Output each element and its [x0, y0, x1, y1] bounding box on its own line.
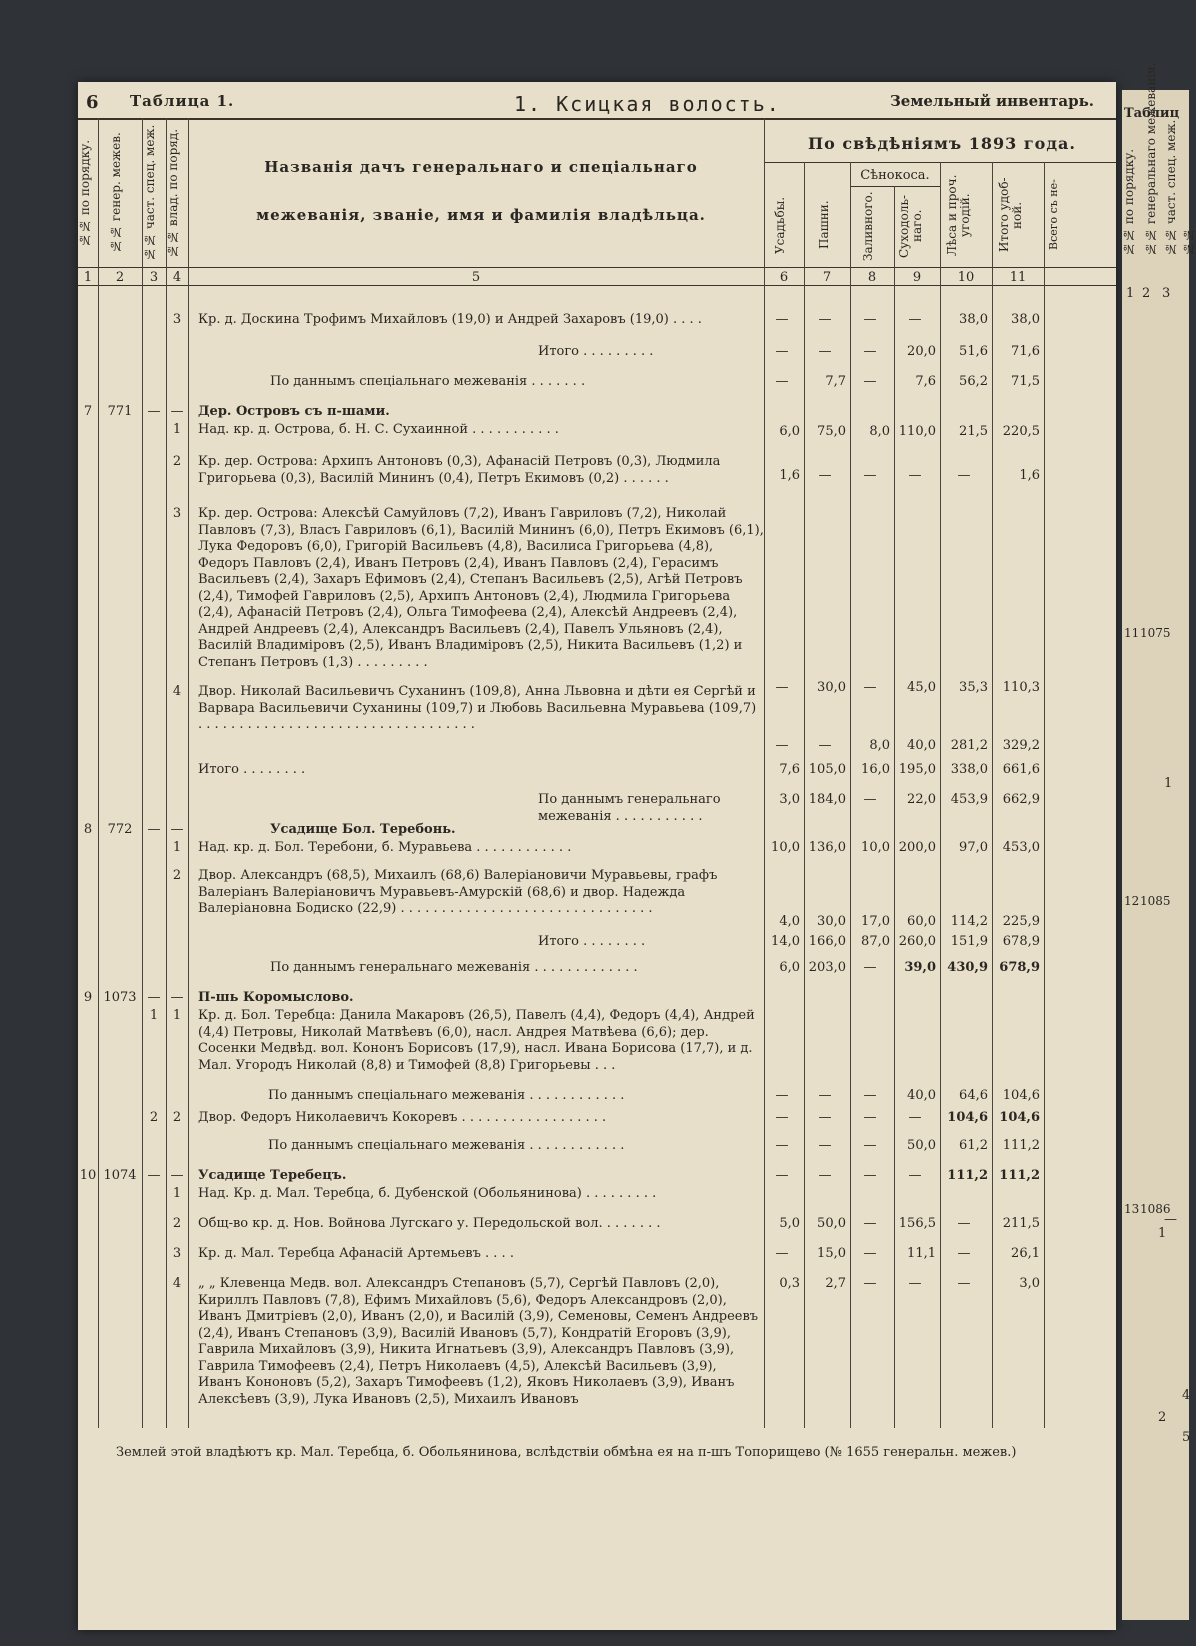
col-number: 7	[822, 270, 832, 285]
area-value: 75,0	[817, 424, 846, 439]
col-owner-number-header: №№ влад. по поряд.	[166, 128, 180, 258]
area-value: 22,0	[907, 792, 936, 807]
row-c4-cell: 3	[172, 506, 182, 521]
col-divider	[98, 118, 99, 1428]
estate-heading: П-шь Коромыслово.	[198, 990, 354, 1005]
owner-entry: Кр. дер. Острова: Архипъ Антоновъ (0,3), Афанасій Петровъ (0,3), Людмила Григорьева (0,3), Василій Мининъ (0,4), Петръ Екимовъ (0,2) . . . . . .	[198, 454, 721, 486]
area-value: 453,9	[950, 792, 988, 807]
owner-entry: Кр. дер. Острова: Алексѣй Самуйловъ (7,2), Иванъ Гавриловъ (7,2), Николай Павловъ (7,3), Власъ Гавриловъ (6,1), Василій Мининъ (6,0), Петръ Екимовъ (6,1), Лука Федоровъ (6,0), Григорій Васильевъ (4,8), Василиса Григорьева (4,8), Федоръ Павловъ (2,4), Иванъ Петровъ (2,4), Иванъ Павловъ (2,4), Герасимъ Васильевъ (2,4), Захаръ Ефимовъ (2,4), Степанъ Васильевъ (2,5), Агѣй Петровъ (2,4), Тимофей Гавриловъ (2,5), Архипъ Антоновъ (2,4), Людмила Григорьева (2,4), Афанасій Петровъ (2,4), Ольга Тимофеева (2,4), Алексѣй Андреевъ (2,4), Андрей Андреевъ (2,4), Александръ Васильевъ (2,4), Павелъ Ульяновъ (2,4), Василій Владиміровъ (2,5), Иванъ Владиміровъ (2,5), Никита Васильевъ (1,2) и Степанъ Петровъ (1,3) . . . . . . . . .	[198, 506, 764, 670]
next-entry: 1	[1164, 776, 1173, 791]
area-value: —	[957, 1276, 971, 1291]
row-c4-cell: 4	[172, 684, 182, 699]
row-c4-cell: 1	[172, 422, 182, 437]
area-value: —	[775, 1168, 789, 1183]
next-entry: 12	[1124, 894, 1140, 908]
area-value: 678,9	[1002, 934, 1040, 949]
area-value: 203,0	[808, 960, 846, 975]
row-c3-cell: —	[147, 404, 161, 419]
area-value: 260,0	[898, 934, 936, 949]
col-homestead-header: Усадьбы.	[773, 196, 787, 254]
area-value: 281,2	[950, 738, 988, 753]
owner-entry: По даннымъ генеральнаго межеванія . . . . . . . . . . .	[538, 792, 721, 824]
area-value: 329,2	[1002, 738, 1040, 753]
hay-group-header: Сѣнокоса.	[860, 168, 930, 183]
area-value: 97,0	[959, 840, 988, 855]
area-value: —	[818, 1168, 832, 1183]
row-c4-cell: 2	[172, 454, 182, 469]
area-value: 71,6	[1011, 344, 1040, 359]
area-value: —	[908, 1168, 922, 1183]
next-entry: 4	[1182, 1388, 1191, 1403]
estate-heading: Усадище Теребецъ.	[198, 1168, 347, 1183]
owner-entry: По даннымъ спеціальнаго межеванія . . . . . . . . . . . .	[268, 1138, 625, 1153]
area-value: 3,0	[779, 792, 800, 807]
area-value: 111,2	[999, 1168, 1040, 1183]
area-value: 662,9	[1002, 792, 1040, 807]
page-number: 6	[86, 92, 99, 113]
area-value: —	[775, 1138, 789, 1153]
col-total-arable-header: Итого удоб-ной.	[997, 177, 1025, 253]
owner-entry: Итого . . . . . . . .	[198, 762, 306, 777]
area-value: 8,0	[869, 424, 890, 439]
area-value: —	[863, 1246, 877, 1261]
area-value: 11,1	[907, 1246, 936, 1261]
next-col-owner-header: №№	[1182, 228, 1196, 256]
next-entry: 1075	[1140, 626, 1171, 640]
area-value: —	[775, 1088, 789, 1103]
row-c4-cell: 3	[172, 312, 182, 327]
area-value: —	[775, 344, 789, 359]
area-value: 7,6	[915, 374, 936, 389]
area-value: 10,0	[771, 840, 800, 855]
number-row-rule	[78, 285, 1116, 286]
area-value: 61,2	[959, 1138, 988, 1153]
col-number: 3	[149, 270, 159, 285]
area-value: —	[863, 1138, 877, 1153]
owner-entry: По даннымъ спеціальнаго межеванія . . . . . . . . . . . .	[268, 1088, 625, 1103]
row-c4-cell: 2	[172, 1110, 182, 1125]
area-value: 220,5	[1002, 424, 1040, 439]
col-water-meadow-header: Заливного.	[861, 191, 875, 261]
area-value: —	[957, 1216, 971, 1231]
col-special-survey-header: №№ част. спец. меж.	[143, 124, 157, 262]
area-value: 0,3	[779, 1276, 800, 1291]
row-c2-cell: 1074	[103, 1168, 137, 1183]
owner-entry: Кр. д. Бол. Теребца: Данила Макаровъ (26,5), Павелъ (4,4), Федоръ (4,4), Андрей (4,4) Петровы, Николай Матвѣевъ (6,0), насл. Андрея Матвѣева (6,6); дер. Сосенки Медвѣд. вол. Кононъ Борисовъ (17,9), насл. Ивана Борисова (17,7), и д. Мал. Угородъ Николай (8,8) и Тимофей (8,8) Григорьевы . . .	[198, 1008, 755, 1073]
area-value: 211,5	[1002, 1216, 1040, 1231]
owner-entry: Над. кр. д. Бол. Теребони, б. Муравьева . . . . . . . . . . . .	[198, 840, 572, 855]
owner-entry: Двор. Александръ (68,5), Михаилъ (68,6) Валеріановичи Муравьевы, графъ Валеріанъ Валеріановичъ Муравьевъ-Амурскій (68,6) и двор. Надежда Валеріановна Бодиско (22,9) . . . . . . . . . . . . . . . . . . . . . . . . . . . . . . .	[198, 868, 718, 916]
area-value: 151,9	[950, 934, 988, 949]
area-value: —	[863, 1168, 877, 1183]
col-divider	[188, 118, 189, 1428]
area-value: —	[957, 468, 971, 483]
area-value: 40,0	[907, 1088, 936, 1103]
area-value: 5,0	[779, 1216, 800, 1231]
area-value: 111,2	[1002, 1138, 1040, 1153]
area-value: 111,2	[947, 1168, 988, 1183]
area-value: 35,3	[959, 680, 988, 695]
area-value: —	[818, 344, 832, 359]
area-value: 38,0	[1011, 312, 1040, 327]
footnote: Землей этой владѣютъ кр. Мал. Теребца, б. Обольянинова, вслѣдствіи обмѣна ея на п-шъ Топорищево (№ 1655 генеральн. межев.)	[116, 1445, 1017, 1460]
area-value: 104,6	[1002, 1088, 1040, 1103]
area-value: 39,0	[904, 960, 936, 975]
owner-entry: По даннымъ генеральнаго межеванія . . . . . . . . . . . . .	[270, 960, 638, 975]
area-value: 430,9	[947, 960, 988, 975]
table-label: Таблица 1.	[130, 92, 235, 110]
row-c3-cell: —	[147, 822, 161, 837]
next-entry: 2	[1158, 1410, 1167, 1425]
next-col-number: 3	[1162, 286, 1171, 301]
row-c4-cell: 3	[172, 1246, 182, 1261]
row-c1-cell: 10	[79, 1168, 97, 1183]
area-value: —	[775, 738, 789, 753]
area-value: 21,5	[959, 424, 988, 439]
row-c3-cell: —	[147, 990, 161, 1005]
area-value: —	[863, 792, 877, 807]
row-c4-cell: 1	[172, 1008, 182, 1023]
area-value: 38,0	[959, 312, 988, 327]
area-value: 6,0	[779, 424, 800, 439]
header-rule	[78, 118, 1116, 120]
area-value: 20,0	[907, 344, 936, 359]
area-value: 195,0	[898, 762, 936, 777]
owner-entry: Двор. Николай Васильевичъ Суханинъ (109,8), Анна Львовна и дѣти ея Сергѣй и Варвара Васильевичи Суханины (109,7) и Любовь Васильевна Муравьева (109,7) . . . . . . . . . . . . . . . . . . . . . . . . . . . . . . . . . .	[198, 684, 757, 732]
row-c4-cell: 1	[172, 840, 182, 855]
area-value: 3,0	[1019, 1276, 1040, 1291]
col-order-number-header: №№ по порядку.	[78, 139, 92, 247]
row-c3-cell: 2	[149, 1110, 159, 1125]
area-value: 1,6	[779, 468, 800, 483]
area-value: 14,0	[771, 934, 800, 949]
col-dry-meadow-header: Суходоль-наго.	[897, 194, 925, 258]
area-value: 50,0	[907, 1138, 936, 1153]
col-number: 8	[867, 270, 877, 285]
next-entry: 1	[1158, 1226, 1167, 1241]
area-value: 225,9	[1002, 914, 1040, 929]
area-value: 4,0	[779, 914, 800, 929]
owner-entry: Итого . . . . . . . . .	[538, 344, 654, 359]
area-value: 110,3	[1002, 680, 1040, 695]
area-value: 156,5	[898, 1216, 936, 1231]
owner-entry: По даннымъ спеціальнаго межеванія . . . . . . .	[270, 374, 586, 389]
next-entry: 1086	[1140, 1202, 1171, 1216]
inventory-label: Земельный инвентарь.	[889, 92, 1094, 110]
row-c2-cell: 1073	[103, 990, 137, 1005]
hay-rule	[850, 186, 940, 187]
next-col-order-header: №№ по порядку.	[1122, 148, 1136, 256]
area-value: 30,0	[817, 914, 846, 929]
row-c4-cell: 1	[172, 1186, 182, 1201]
area-value: —	[908, 468, 922, 483]
area-value: 104,6	[947, 1110, 988, 1125]
area-value: —	[863, 468, 877, 483]
col-number: 5	[471, 270, 481, 285]
area-value: —	[863, 344, 877, 359]
area-value: 40,0	[907, 738, 936, 753]
area-value: 184,0	[808, 792, 846, 807]
area-value: —	[957, 1246, 971, 1261]
col-number: 11	[1009, 270, 1027, 285]
area-value: 104,6	[999, 1110, 1040, 1125]
col-arable-header: Пашни.	[817, 200, 831, 250]
row-c1-cell: 9	[83, 990, 93, 1005]
row-c3-cell: 1	[149, 1008, 159, 1023]
row-c3-cell: —	[147, 1168, 161, 1183]
area-value: —	[863, 680, 877, 695]
area-value: —	[818, 1138, 832, 1153]
col-divider	[894, 186, 895, 1428]
area-value: 30,0	[817, 680, 846, 695]
area-value: 200,0	[898, 840, 936, 855]
estate-heading: Усадище Бол. Теребонь.	[270, 822, 456, 837]
col-names-title-line1: Названія дачъ генеральнаго и спеціальнаго	[264, 158, 698, 176]
area-value: 15,0	[817, 1246, 846, 1261]
next-col-number: 1	[1126, 286, 1135, 301]
area-value: —	[818, 1088, 832, 1103]
area-value: —	[863, 312, 877, 327]
area-value: —	[775, 374, 789, 389]
owner-entry: Кр. д. Доскина Трофимъ Михайловъ (19,0) и Андрей Захаровъ (19,0) . . . .	[198, 312, 702, 327]
area-value: 2,7	[825, 1276, 846, 1291]
col-number: 10	[957, 270, 975, 285]
owner-entry: Над. кр. д. Острова, б. Н. С. Сухаинной . . . . . . . . . . .	[198, 422, 559, 437]
area-value: —	[908, 1276, 922, 1291]
owner-entry: Над. Кр. д. Мал. Теребца, б. Дубенской (Обольянинова) . . . . . . . . .	[198, 1186, 657, 1201]
area-value: —	[908, 1110, 922, 1125]
next-entry: 11	[1124, 626, 1140, 640]
area-value: 114,2	[950, 914, 988, 929]
area-value: —	[863, 1276, 877, 1291]
volost-title: 1. Ксицкая волость.	[514, 92, 781, 116]
row-c4-cell: 2	[172, 1216, 182, 1231]
next-entry: 5	[1182, 1430, 1191, 1445]
next-entry: 1085	[1140, 894, 1171, 908]
row-c4-cell: 2	[172, 868, 182, 883]
row-c2-cell: 771	[107, 404, 133, 419]
row-c4-cell: —	[170, 990, 184, 1005]
area-value: 7,6	[779, 762, 800, 777]
owner-entry: Итого . . . . . . . .	[538, 934, 646, 949]
area-value: 678,9	[999, 960, 1040, 975]
col-number: 4	[172, 270, 182, 285]
col-divider	[142, 118, 143, 1428]
area-value: 64,6	[959, 1088, 988, 1103]
group-title-1893: По свѣдѣніямъ 1893 года.	[808, 134, 1076, 153]
area-value: 45,0	[907, 680, 936, 695]
col-divider	[1044, 162, 1045, 1428]
area-value: 166,0	[808, 934, 846, 949]
row-c1-cell: 7	[83, 404, 93, 419]
area-value: 17,0	[861, 914, 890, 929]
row-c4-cell: —	[170, 404, 184, 419]
area-value: 8,0	[869, 738, 890, 753]
owner-entry: Общ-во кр. д. Нов. Войнова Лугскаго у. Передольской вол. . . . . . . .	[198, 1216, 661, 1231]
next-col-number: 2	[1142, 286, 1151, 301]
row-c4-cell: 4	[172, 1276, 182, 1291]
area-value: 26,1	[1011, 1246, 1040, 1261]
next-col-general-header: №№ генеральнаго межеванія.	[1144, 62, 1158, 256]
area-value: 110,0	[898, 424, 936, 439]
row-c4-cell: —	[170, 1168, 184, 1183]
row-c1-cell: 8	[83, 822, 93, 837]
col-general-survey-header: №№ генер. межев.	[109, 132, 123, 254]
area-value: —	[863, 1216, 877, 1231]
area-value: 453,0	[1002, 840, 1040, 855]
area-value: —	[775, 680, 789, 695]
area-value: 87,0	[861, 934, 890, 949]
owner-entry: Двор. Федоръ Николаевичъ Кокоревъ . . . . . . . . . . . . . . . . . .	[198, 1110, 607, 1125]
area-value: 6,0	[779, 960, 800, 975]
area-value: 71,5	[1011, 374, 1040, 389]
area-value: —	[818, 738, 832, 753]
col-forest-header: Лѣса и проч. угодій.	[945, 174, 973, 256]
area-value: —	[908, 312, 922, 327]
row-c2-cell: 772	[107, 822, 133, 837]
area-value: —	[863, 374, 877, 389]
col-names-title-line2: межеванія, званіе, имя и фамилія владѣльца.	[256, 206, 706, 224]
next-page-edge	[1122, 62, 1196, 1620]
ledger-page	[78, 82, 1116, 1630]
area-value: —	[775, 312, 789, 327]
area-value: 50,0	[817, 1216, 846, 1231]
area-value: —	[775, 1110, 789, 1125]
area-value: 105,0	[808, 762, 846, 777]
area-value: —	[775, 1246, 789, 1261]
owner-entry: Кр. д. Мал. Теребца Афанасій Артемьевъ . . . .	[198, 1246, 514, 1261]
area-value: 136,0	[808, 840, 846, 855]
area-value: 56,2	[959, 374, 988, 389]
col-number: 1	[83, 270, 93, 285]
area-value: —	[818, 312, 832, 327]
estate-heading: Дер. Островъ съ п-шами.	[198, 404, 390, 419]
header-bottom-rule	[78, 267, 1116, 268]
next-page-table-label: Таблиц	[1124, 106, 1180, 121]
next-col-special-header: №№ част. спец. меж.	[1164, 119, 1178, 256]
area-value: 10,0	[861, 840, 890, 855]
col-number: 9	[912, 270, 922, 285]
area-value: 1,6	[1019, 468, 1040, 483]
col-grand-total-header: Всего съ не-	[1047, 179, 1060, 251]
area-value: 7,7	[825, 374, 846, 389]
area-value: —	[818, 1110, 832, 1125]
col-number: 2	[115, 270, 125, 285]
owner-entry: „ „ Клевенца Медв. вол. Александръ Степановъ (5,7), Сергѣй Павловъ (2,0), Кириллъ Павловъ (7,8), Ефимъ Михайловъ (5,6), Федоръ Александровъ (2,0), Иванъ Дмитріевъ (2,0), Иванъ (2,0), и Василій (3,9), Семеновы, Семенъ Андреевъ (2,4), Иванъ Степановъ (3,9), Василій Ивановъ (5,7), Кондратій Егоровъ (3,9), Гаврила Михайловъ (3,9), Никита Игнатьевъ (3,9), Александръ Павловъ (3,9), Гаврила Тимофеевъ (2,4), Петръ Николаевъ (4,5), Алексѣй Васильевъ (3,9), Иванъ Кононовъ (5,2), Захаръ Тимофеевъ (1,2), Яковъ Николаевъ (3,9), Иванъ Алексѣевъ (3,9), Лука Ивановъ (2,5), Михаилъ Ивановъ	[198, 1276, 759, 1407]
area-value: —	[863, 1110, 877, 1125]
area-value: 16,0	[861, 762, 890, 777]
col-number: 6	[779, 270, 789, 285]
row-c4-cell: —	[170, 822, 184, 837]
area-value: —	[863, 1088, 877, 1103]
area-value: —	[818, 468, 832, 483]
area-value: 60,0	[907, 914, 936, 929]
area-value: 51,6	[959, 344, 988, 359]
area-value: 661,6	[1002, 762, 1040, 777]
next-entry: 13	[1124, 1202, 1140, 1216]
area-value: 338,0	[950, 762, 988, 777]
next-entry: —	[1164, 1212, 1177, 1227]
area-value: —	[863, 960, 877, 975]
